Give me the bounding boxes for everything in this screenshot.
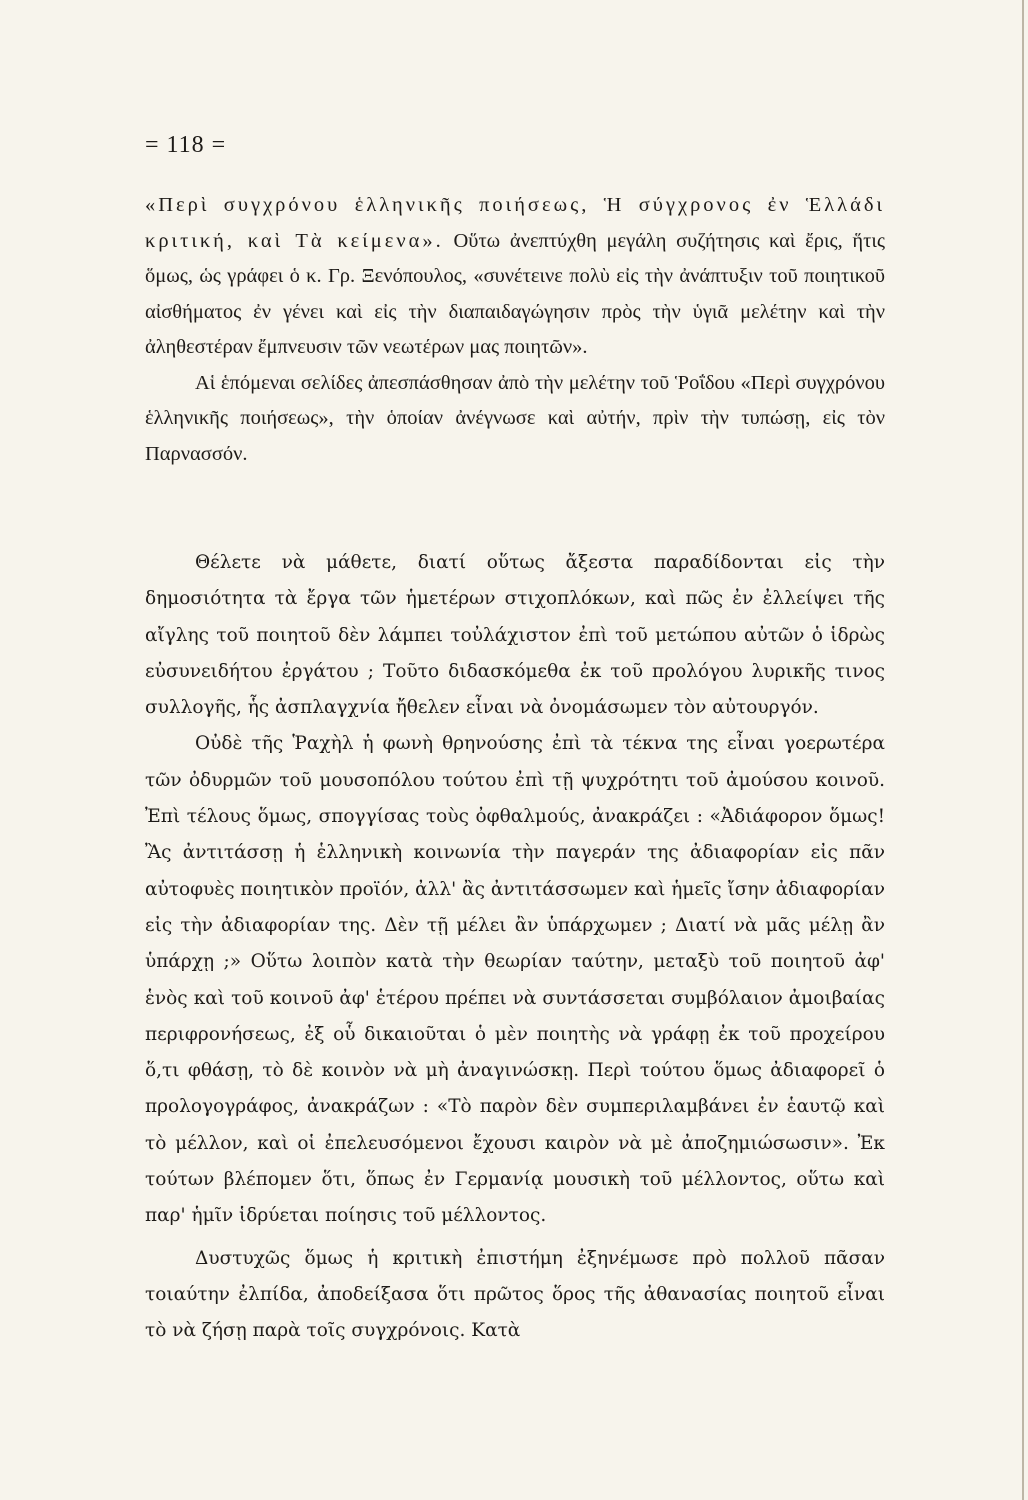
intro-title-spaced: «Περὶ συγχρόνου ἑλληνικῆς ποιήσεως, Ἡ σύγχρονος ἐν Ἑλλάδι κριτική, καὶ Τὰ κείμενα». xyxy=(145,194,885,252)
body-paragraph-2: Οὐδὲ τῆς Ῥαχὴλ ἡ φωνὴ θρηνούσης ἐπὶ τὰ τέκνα της εἶναι γοερωτέρα τῶν ὀδυρμῶν τοῦ μουσοπόλου τούτου ἐπὶ τῇ ψυχρότητι τοῦ ἀμούσου κοινοῦ. Ἐπὶ τέλους ὅμως, σπογγίσας τοὺς ὀφθαλμούς, ἀνακράζει : «Ἀδιάφορον ὅμως! Ἂς ἀντιτάσσῃ ἡ ἑλληνικὴ κοινωνία τὴν παγεράν της ἀδιαφορίαν εἰς πᾶν αὐτοφυὲς ποιητικὸν προϊόν, ἀλλ' ἂς ἀντιτάσσωμεν καὶ ἡμεῖς ἴσην ἀδιαφορίαν εἰς τὴν ἀδιαφορίαν της. Δὲν τῇ μέλει ἂν ὑπάρχωμεν ; Διατί νὰ μᾶς μέλῃ ἂν ὑπάρχῃ ;» Οὕτω λοιπὸν κατὰ τὴν θεωρίαν ταύτην, μεταξὺ τοῦ ποιητοῦ ἀφ' ἑνὸς καὶ τοῦ κοινοῦ ἀφ' ἑτέρου πρέπει νὰ συντάσσεται συμβόλαιον ἀμοιβαίας περιφρονήσεως, ἐξ οὗ δικαιοῦται ὁ μὲν ποιητὴς νὰ γράφῃ ἐκ τοῦ προχείρου ὅ,τι φθάσῃ, τὸ δὲ κοινὸν νὰ μὴ ἀναγινώσκῃ. Περὶ τούτου ὅμως ἀδιαφορεῖ ὁ προλογογράφος, ἀνακράζων : «Τὸ παρὸν δὲν συμπεριλαμβάνει ἐν ἑαυτῷ καὶ τὸ μέλλον, καὶ οἱ ἐπελευσόμενοι ἔχουσι καιρὸν νὰ μὲ ἀποζημιώσωσιν». Ἐκ τούτων βλέπομεν ὅτι, ὅπως ἐν Γερμανίᾳ μουσικὴ τοῦ μέλλοντος, οὕτω καὶ παρ' ἡμῖν ἱδρύεται ποίησις τοῦ μέλλοντος. xyxy=(145,733,885,1227)
body-paragraph-1: Θέλετε νὰ μάθετε, διατί οὕτως ἄξεστα παραδίδονται εἰς τὴν δημοσιότητα τὰ ἔργα τῶν ἡμετέρων στιχοπλόκων, καὶ πῶς ἐν ἐλλείψει τῆς αἴγλης τοῦ ποιητοῦ δὲν λάμπει τοὐλάχιστον ἐπὶ τοῦ μετώπου αὐτῶν ὁ ἱδρὼς εὐσυνειδήτου ἐργάτου ; Τοῦτο διδασκόμεθα ἐκ τοῦ προλόγου λυρικῆς τινος συλλογῆς, ἧς ἀσπλαγχνία ἤθελεν εἶναι νὰ ὀνομάσωμεν τὸν αὐτουργόν. xyxy=(145,552,885,719)
page-number: = 118 = xyxy=(145,132,227,158)
intro-paragraph-1 xyxy=(145,188,885,366)
body-paragraph-3: Δυστυχῶς ὅμως ἡ κριτικὴ ἐπιστήμη ἐξηνέμωσε πρὸ πολλοῦ πᾶσαν τοιαύτην ἐλπίδα, ἀποδείξασα ὅτι πρῶτος ὅρος τῆς ἀθανασίας ποιητοῦ εἶναι τὸ νὰ ζήσῃ παρὰ τοῖς συγχρόνοις. Κατὰ xyxy=(145,1247,885,1342)
introduction-section xyxy=(145,188,885,472)
intro-paragraph-2: Αἱ ἑπόμεναι σελίδες ἀπεσπάσθησαν ἀπὸ τὴν μελέτην τοῦ Ῥοΐδου «Περὶ συγχρόνου ἑλληνικῆς ποιήσεως», τὴν ὁποίαν ἀνέγνωσε καὶ αὐτήν, πρὶν τὴν τυπώσῃ, εἰς τὸν Παρνασσόν. xyxy=(145,371,885,465)
page-edge-shadow xyxy=(1022,0,1024,1500)
quoted-excerpt-section xyxy=(145,545,885,1350)
intro-paragraph-1-text: Οὕτω ἀνεπτύχθη μεγάλη συζήτησις καὶ ἔρις, ἥτις ὅμως, ὡς γράφει ὁ κ. Γρ. Ξενόπουλος, «συνέτεινε πολὺ εἰς τὴν ἀνάπτυξιν τοῦ ποιητικοῦ αἰσθήματος ἐν γένει καὶ εἰς τὴν διαπαιδαγώγησιν πρὸς τὴν ὑγιᾶ μελέτην καὶ τὴν ἀληθεστέραν ἔμπνευσιν τῶν νεωτέρων μας ποιητῶν». xyxy=(145,229,885,358)
